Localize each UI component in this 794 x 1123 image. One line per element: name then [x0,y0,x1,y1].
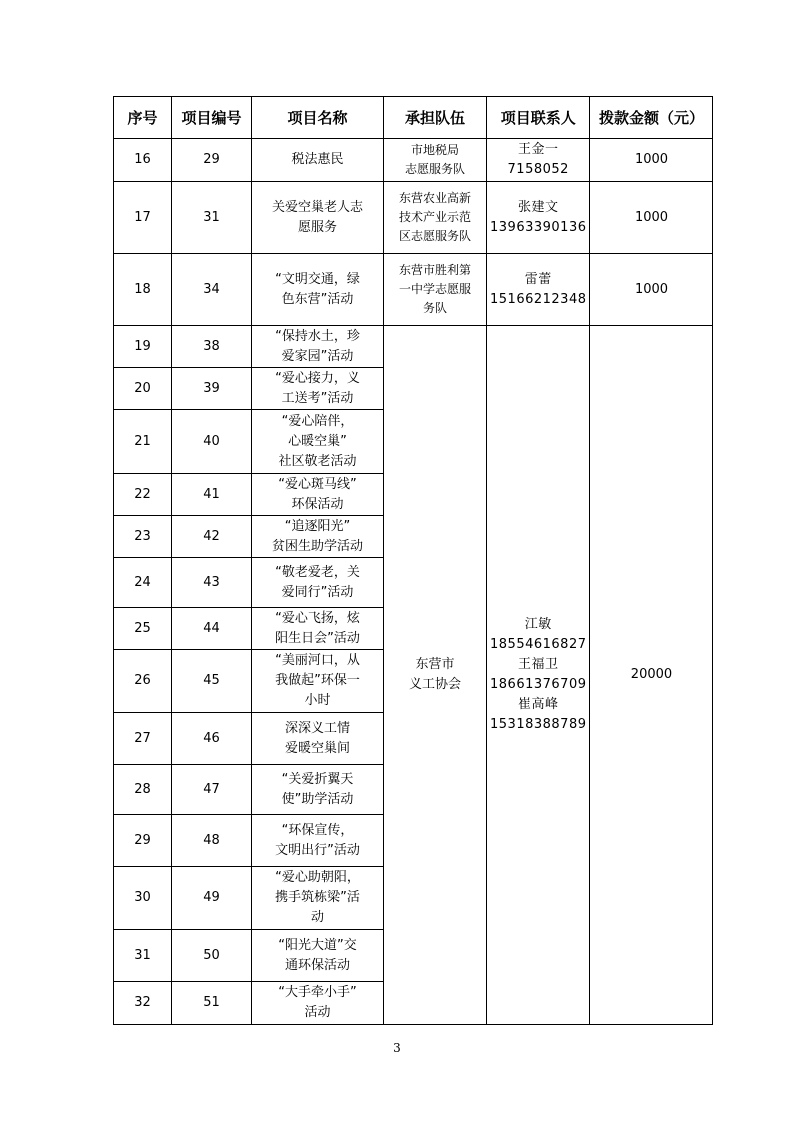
project-name-cell: “关爱折翼天 使”助学活动 [252,765,384,815]
project-name-cell: “爱心斑马线” 环保活动 [252,474,384,516]
code-cell: 40 [172,410,252,474]
code-cell: 49 [172,867,252,930]
project-name-cell: “美丽河口，从 我做起”环保一 小时 [252,650,384,713]
seq-cell: 25 [114,608,172,650]
seq-cell: 26 [114,650,172,713]
seq-cell: 18 [114,254,172,326]
code-cell: 45 [172,650,252,713]
team-cell: 东营农业高新 技术产业示范 区志愿服务队 [384,182,487,254]
seq-cell: 28 [114,765,172,815]
header-project-name: 项目名称 [252,97,384,139]
seq-cell: 17 [114,182,172,254]
code-cell: 41 [172,474,252,516]
project-name-cell: 税法惠民 [252,139,384,182]
header-contact: 项目联系人 [487,97,590,139]
merged-contact-cell: 江敏 18554616827 王福卫 18661376709 崔高峰 15318388789 [487,326,590,1025]
code-cell: 48 [172,815,252,867]
project-name-cell: “保持水土，珍 爱家园”活动 [252,326,384,368]
code-cell: 38 [172,326,252,368]
code-cell: 43 [172,558,252,608]
project-name-cell: “大手牵小手” 活动 [252,982,384,1025]
team-cell: 东营市胜利第 一中学志愿服 务队 [384,254,487,326]
contact-cell: 雷蕾 15166212348 [487,254,590,326]
table-row [114,182,713,254]
project-name-cell: “文明交通，绿 色东营”活动 [252,254,384,326]
project-name-cell: 深深义工情 爱暖空巢间 [252,713,384,765]
header-seq: 序号 [114,97,172,139]
header-row [114,97,713,139]
amount-cell: 1000 [590,139,713,182]
seq-cell: 24 [114,558,172,608]
project-name-cell: “爱心助朝阳， 携手筑栋梁”活 动 [252,867,384,930]
merged-team-cell: 东营市 义工协会 [384,326,487,1025]
table-row [114,139,713,182]
seq-cell: 23 [114,516,172,558]
project-name-cell: “阳光大道”交 通环保活动 [252,930,384,982]
seq-cell: 21 [114,410,172,474]
funding-table [113,96,713,1025]
seq-cell: 32 [114,982,172,1025]
project-name-cell: “爱心飞扬，炫 阳生日会”活动 [252,608,384,650]
amount-cell: 1000 [590,182,713,254]
seq-cell: 22 [114,474,172,516]
team-cell: 市地税局 志愿服务队 [384,139,487,182]
project-name-cell: “环保宣传， 文明出行”活动 [252,815,384,867]
project-name-cell: “敬老爱老，关 爱同行”活动 [252,558,384,608]
header-amount: 拨款金额（元） [590,97,713,139]
code-cell: 50 [172,930,252,982]
seq-cell: 29 [114,815,172,867]
code-cell: 42 [172,516,252,558]
project-name-cell: “追逐阳光” 贫困生助学活动 [252,516,384,558]
code-cell: 34 [172,254,252,326]
seq-cell: 20 [114,368,172,410]
code-cell: 29 [172,139,252,182]
seq-cell: 19 [114,326,172,368]
code-cell: 44 [172,608,252,650]
page-number: 3 [393,1041,401,1055]
seq-cell: 31 [114,930,172,982]
code-cell: 46 [172,713,252,765]
project-name-cell: “爱心陪伴， 心暖空巢” 社区敬老活动 [252,410,384,474]
code-cell: 31 [172,182,252,254]
merged-amount-cell: 20000 [590,326,713,1025]
project-name-cell: “爱心接力，义 工送考”活动 [252,368,384,410]
code-cell: 47 [172,765,252,815]
contact-cell: 王金一 7158052 [487,139,590,182]
header-project-code: 项目编号 [172,97,252,139]
seq-cell: 16 [114,139,172,182]
header-team: 承担队伍 [384,97,487,139]
amount-cell: 1000 [590,254,713,326]
seq-cell: 27 [114,713,172,765]
code-cell: 39 [172,368,252,410]
table-row [114,254,713,326]
seq-cell: 30 [114,867,172,930]
code-cell: 51 [172,982,252,1025]
contact-cell: 张建文 13963390136 [487,182,590,254]
project-name-cell: 关爱空巢老人志 愿服务 [252,182,384,254]
table-row [114,326,713,368]
